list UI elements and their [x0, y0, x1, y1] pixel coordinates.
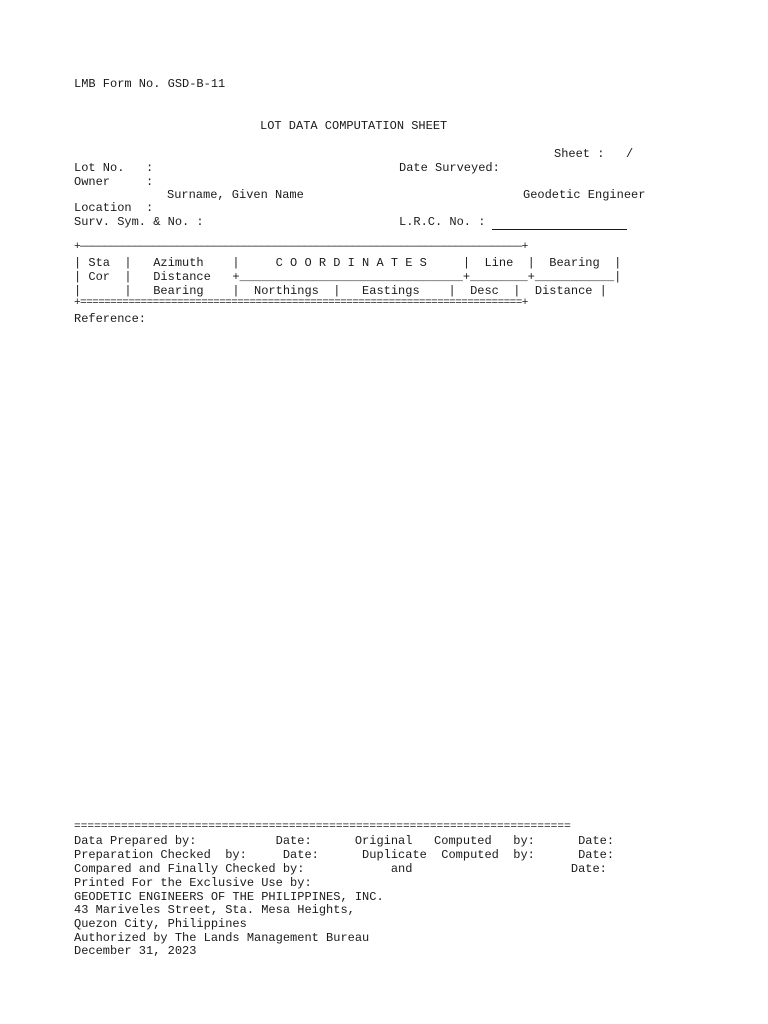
footer-line-prepared: Data Prepared by: Date: Original Computed by: Date:	[74, 834, 615, 848]
footer-line-authorized: Authorized by The Lands Management Bureau	[74, 931, 370, 945]
footer-rule: ==========================================================================	[74, 821, 571, 833]
lrc-no-label: L.R.C. No. :	[399, 215, 486, 229]
table-border-top: +—————————————————————————————————————————————————————————————————————————+	[74, 241, 528, 253]
footer-line-organization: GEODETIC ENGINEERS OF THE PHILIPPINES, INC.	[74, 890, 384, 904]
footer-line-printed-for: Printed For the Exclusive Use by:	[74, 876, 312, 890]
footer-line-checked: Preparation Checked by: Date: Duplicate Computed by: Date:	[74, 848, 615, 862]
table-header-row-2: | Cor | Distance +_______________________________+________+___________|	[74, 270, 622, 284]
footer-line-address-1: 43 Mariveles Street, Sta. Mesa Heights,	[74, 903, 355, 917]
form-number: LMB Form No. GSD-B-11	[74, 77, 226, 91]
table-header-row-3: | | Bearing | Northings | Eastings | Desc | Distance |	[74, 284, 607, 298]
page-title: LOT DATA COMPUTATION SHEET	[260, 119, 448, 133]
geodetic-engineer-label: Geodetic Engineer	[523, 188, 646, 202]
lot-no-label: Lot No. :	[74, 161, 154, 175]
table-header-row-1: | Sta | Azimuth | C O O R D I N A T E S | Line | Bearing |	[74, 256, 622, 270]
owner-label: Owner :	[74, 175, 154, 189]
location-label: Location :	[74, 201, 154, 215]
reference-label: Reference:	[74, 312, 147, 326]
footer-line-date: December 31, 2023	[74, 944, 197, 958]
date-surveyed-label: Date Surveyed:	[399, 161, 500, 175]
footer-line-compared: Compared and Finally Checked by: and Date:	[74, 862, 607, 876]
lrc-no-underline	[492, 229, 627, 230]
surv-sym-label: Surv. Sym. & No. :	[74, 215, 204, 229]
footer-line-address-2: Quezon City, Philippines	[74, 917, 247, 931]
surname-given-name-label: Surname, Given Name	[167, 188, 304, 202]
sheet-number-field: Sheet : /	[554, 147, 634, 161]
table-border-bottom: +=========================================================================+	[74, 297, 528, 309]
